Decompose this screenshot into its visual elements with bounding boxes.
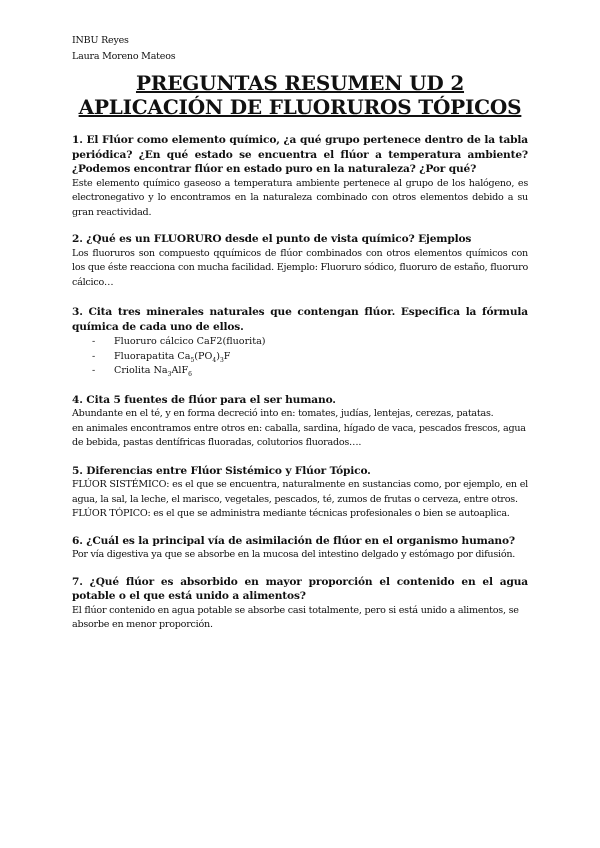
answer-text: FLÚOR TÓPICO: es el que se administra mediante técnicas profesionales o bien se autoaplica. xyxy=(72,508,510,519)
document-title: PREGUNTAS RESUMEN UD 2 APLICACIÓN DE FLUORUROS TÓPICOS xyxy=(78,71,522,119)
question-block-6 xyxy=(72,534,528,563)
minerals-list xyxy=(72,335,528,379)
question-heading: 3. Cita tres minerales naturales que contengan flúor. Especifica la fórmula química de cada uno de ellos. xyxy=(72,306,528,333)
question-block-5 xyxy=(72,464,528,522)
list-item: - Fluoruro cálcico CaF2(fluorita) xyxy=(92,335,528,350)
question-heading: 2. ¿Qué es un FLUORURO desde el punto de vista químico? Ejemplos xyxy=(72,233,472,245)
answer-text: El flúor contenido en agua potable se absorbe casi totalmente, pero si está unido a alimentos, se absorbe en menor proporción. xyxy=(72,604,519,630)
question-heading: 1. El Flúor como elemento químico, ¿a qué grupo pertenece dentro de la tabla periódica? ¿En qué estado se encuentra el flúor a temperatura ambiente? ¿Podemos encontrar flúor en estado puro en la naturaleza? ¿Por qué? xyxy=(72,134,528,175)
question-heading: 5. Diferencias entre Flúor Sistémico y Flúor Tópico. xyxy=(72,464,371,477)
question-block-2 xyxy=(72,232,528,290)
list-item: - Criolita $Na_3AlF_6$ xyxy=(92,364,528,379)
author-line: INBU Reyes xyxy=(72,35,129,46)
question-block-3 xyxy=(72,305,528,379)
question-heading: 6. ¿Cuál es la principal vía de asimilación de flúor en el organismo humano? xyxy=(72,534,515,547)
author-line: Laura Moreno Mateos xyxy=(72,51,176,62)
list-item: - Fluorapatita $Ca_5(PO_4)_3F$ xyxy=(92,350,528,365)
answer-text: Por vía digestiva ya que se absorbe en la mucosa del intestino delgado y estómago por difusión. xyxy=(72,549,516,560)
question-block-1 xyxy=(72,133,528,220)
answer-text: Este elemento químico gaseoso a temperatura ambiente pertenece al grupo de los halógeno, es electronegativo y lo encontramos en la naturaleza combinado con otros elementos debido a su gran reactividad. xyxy=(72,177,528,218)
question-heading: 4. Cita 5 fuentes de flúor para el ser humano. xyxy=(72,393,336,406)
answer-text: en animales encontramos entre otros en: caballa, sardina, hígado de vaca, pescados frescos, agua de bebida, pastas dentífricas fluoradas, colutorios fluorados…. xyxy=(72,422,526,448)
answer-text: Los fluoruros son compuesto qquímicos de flúor combinados con otros elementos químicos con los que éste reacciona con mucha facilidad. Ejemplo: Fluoruro sódico, fluoruro de estaño, fluoruro cálcico… xyxy=(72,247,528,288)
question-block-4 xyxy=(72,393,528,451)
question-block-7 xyxy=(72,575,528,633)
answer-text: FLÚOR SISTÉMICO: es el que se encuentra, naturalmente en sustancias como, por ejemplo, en el agua, la sal, la leche, el marisco, vegetales, pescados, té, zumos de frutas o cerveza, entre otros. xyxy=(72,479,528,505)
answer-text: Abundante en el té, y en forma decreció into en: tomates, judías, lentejas, cerezas, patatas. xyxy=(72,408,494,419)
question-heading: 7. ¿Qué flúor es absorbido en mayor proporción el contenido en el agua potable o el que está unido a alimentos? xyxy=(72,575,528,602)
